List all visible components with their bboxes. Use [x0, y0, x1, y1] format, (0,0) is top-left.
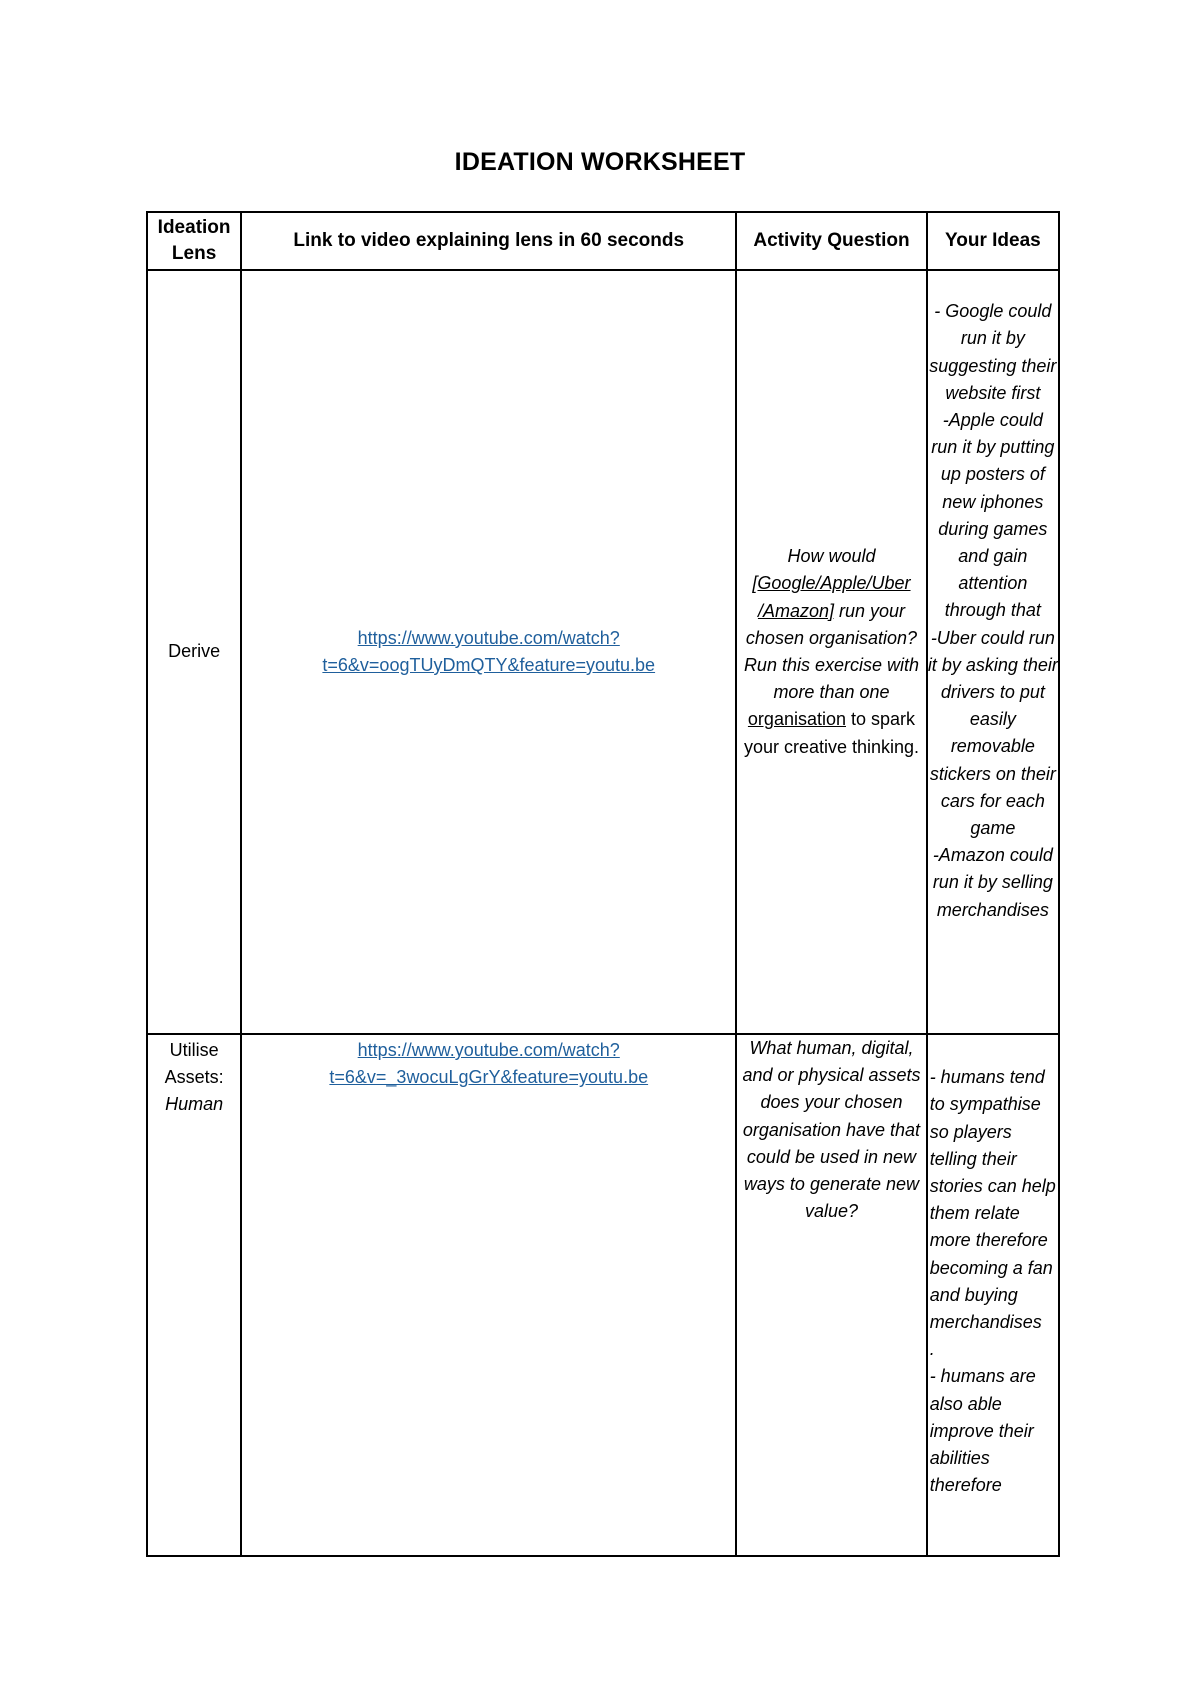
ideas-text[interactable]: - humans tend to sympathise so players telling their stories can help them relate more therefore becoming a fan and buying merchandises . - humans are also able improve their abilities therefore: [929, 1067, 1056, 1496]
ideas-cell: [927, 1034, 1059, 1556]
question-end: to spark your creative thinking.: [743, 709, 920, 757]
header-ideation-lens: Ideation Lens: [147, 212, 241, 270]
lens-cell: [147, 1034, 241, 1556]
link-cell: [241, 270, 736, 1034]
ideation-table: [146, 211, 1060, 1557]
question-brands-line2: /Amazon]: [757, 600, 834, 621]
header-activity-question: Activity Question: [736, 212, 926, 270]
video-link-derive[interactable]: [322, 628, 655, 675]
table-header-row: [147, 212, 1059, 270]
header-your-ideas: Your Ideas: [927, 212, 1059, 270]
link-cell: [241, 1034, 736, 1556]
video-link-line2: t=6&v=_3wocuLgGrY&feature=youtu.be: [329, 1067, 649, 1088]
activity-question-cell: [736, 1034, 926, 1556]
video-link-line1: https://www.youtube.com/watch?: [357, 1040, 620, 1060]
lens-name-line2: Assets:: [164, 1067, 224, 1088]
activity-question-cell: [736, 270, 926, 1034]
video-link-line2: t=6&v=oogTUyDmQTY&feature=youtu.be: [322, 655, 656, 675]
ideas-text[interactable]: - Google could run it by suggesting their website first -Apple could run it by putting up posters of new iphones during games and gain attention through that -Uber could run it by asking their drivers to put easily removable stickers on their cars for each game -Amazon could run it by selling merchandises: [927, 301, 1058, 920]
ideas-cell: [927, 270, 1059, 1034]
lens-name-line1: Utilise: [169, 1040, 219, 1060]
header-video-link: Link to video explaining lens in 60 seconds: [241, 212, 736, 270]
table-row-derive: [147, 270, 1059, 1034]
lens-name-line3: Human: [165, 1094, 224, 1115]
lens-name: Derive: [168, 641, 221, 662]
question-brands-line1: [Google/Apple/Uber: [752, 573, 911, 594]
video-link-utilise-assets[interactable]: [329, 1040, 648, 1087]
question-mid: run your chosen organisation? Run this exercise with more than one: [743, 600, 920, 703]
document-title: IDEATION WORKSHEET: [454, 148, 746, 176]
question-organisation: organisation: [747, 709, 846, 730]
question-intro: How would: [787, 546, 876, 567]
question-text: What human, digital, and or physical assets does your chosen organisation have that could be used in new ways to generate new value?: [742, 1038, 921, 1222]
table-row-utilise-assets: [147, 1034, 1059, 1556]
lens-cell: [147, 270, 241, 1034]
video-link-line1: https://www.youtube.com/watch?: [357, 627, 620, 648]
